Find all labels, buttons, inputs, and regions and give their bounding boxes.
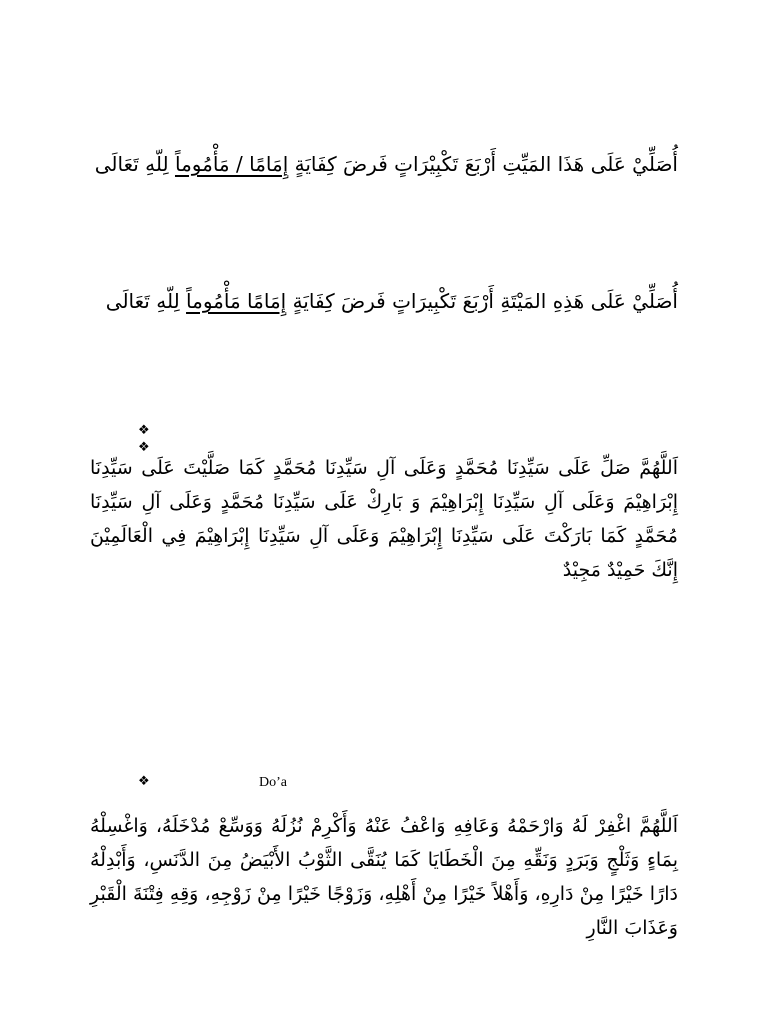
niat-male-imam-makmum: إِمَامًا / مَأْمُوماً bbox=[174, 152, 289, 176]
doa-heading: Do’a bbox=[259, 775, 287, 790]
niat-male-text: أُصَلِّيْ عَلَى هَذَا المَيِّتِ أَرْبَعَ تَكْبِيْرَاتٍ فَرضَ كِفَايَةٍ bbox=[288, 152, 678, 176]
bullet-icon: ❖ bbox=[138, 774, 150, 789]
niat-male-line bbox=[95, 150, 678, 178]
niat-female-imam-makmum: إِمَامًا مَأْمُوماً bbox=[186, 289, 287, 313]
salawat-paragraph: اَللَّهُمَّ صَلِّ عَلَى سَيِّدِنَا مُحَمَّدٍ وَعَلَى آلِ سَيِّدِنَا مُحَمَّدٍ كَمَا صَلَّيْتَ عَلَى سَيِّدِنَا إِبْرَاهِيْمَ وَعَلَى آلِ سَيِّدِنَا إِبْرَاهِيْمَ وَ بَارِكْ عَلَى سَيِّدِنَا مُحَمَّدٍ وَعَلَى آلِ سَيِّدِنَا مُحَمَّدٍ كَمَا بَارَكْتَ عَلَى سَيِّدِنَا إِبْرَاهِيْمَ وَعَلَى آلِ سَيِّدِنَا إِبْرَاهِيْمَ فِي الْعَالَمِيْنَ إِنَّكَ حَمِيْدٌ مَجِيْدٌ bbox=[90, 457, 678, 581]
niat-female-line bbox=[106, 287, 678, 315]
bullet-icon: ❖ bbox=[138, 440, 150, 455]
niat-male-ending: لِلّهِ تَعَالَى bbox=[94, 152, 175, 176]
niat-female-ending: لِلّهِ تَعَالَى bbox=[105, 289, 187, 313]
niat-female-text: أُصَلِّيْ عَلَى هَذِهِ المَيْتَةِ أَرْبَعَ تَكْبِيرَاتٍ فَرضَ كِفَايَةٍ bbox=[286, 289, 678, 313]
bullet-icon: ❖ bbox=[138, 423, 150, 438]
doa-paragraph: اَللَّهُمَّ اغْفِرْ لَهُ وَارْحَمْهُ وَعَافِهِ وَاعْفُ عَنْهُ وَأَكْرِمْ نُزُلَهُ وَوَسِّعْ مُدْخَلَهُ، وَاغْسِلْهُ بِمَاءٍ وَثَلْجٍ وَبَرَدٍ وَنَقِّهِ مِنَ الْخَطَايَا كَمَا يُنَقَّى الثَّوْبُ الأَبْيَضُ مِنَ الدَّنَسِ، وَأَبْدِلْهُ دَارًا خَيْرًا مِنْ دَارِهِ، وَأَهْلاً خَيْرًا مِنْ أَهْلِهِ، وَزَوْجًا خَيْرًا مِنْ زَوْجِهِ، وَقِهِ فِتْنَةَ الْقَبْرِ وَعَذَابَ النَّارِ bbox=[90, 815, 678, 939]
